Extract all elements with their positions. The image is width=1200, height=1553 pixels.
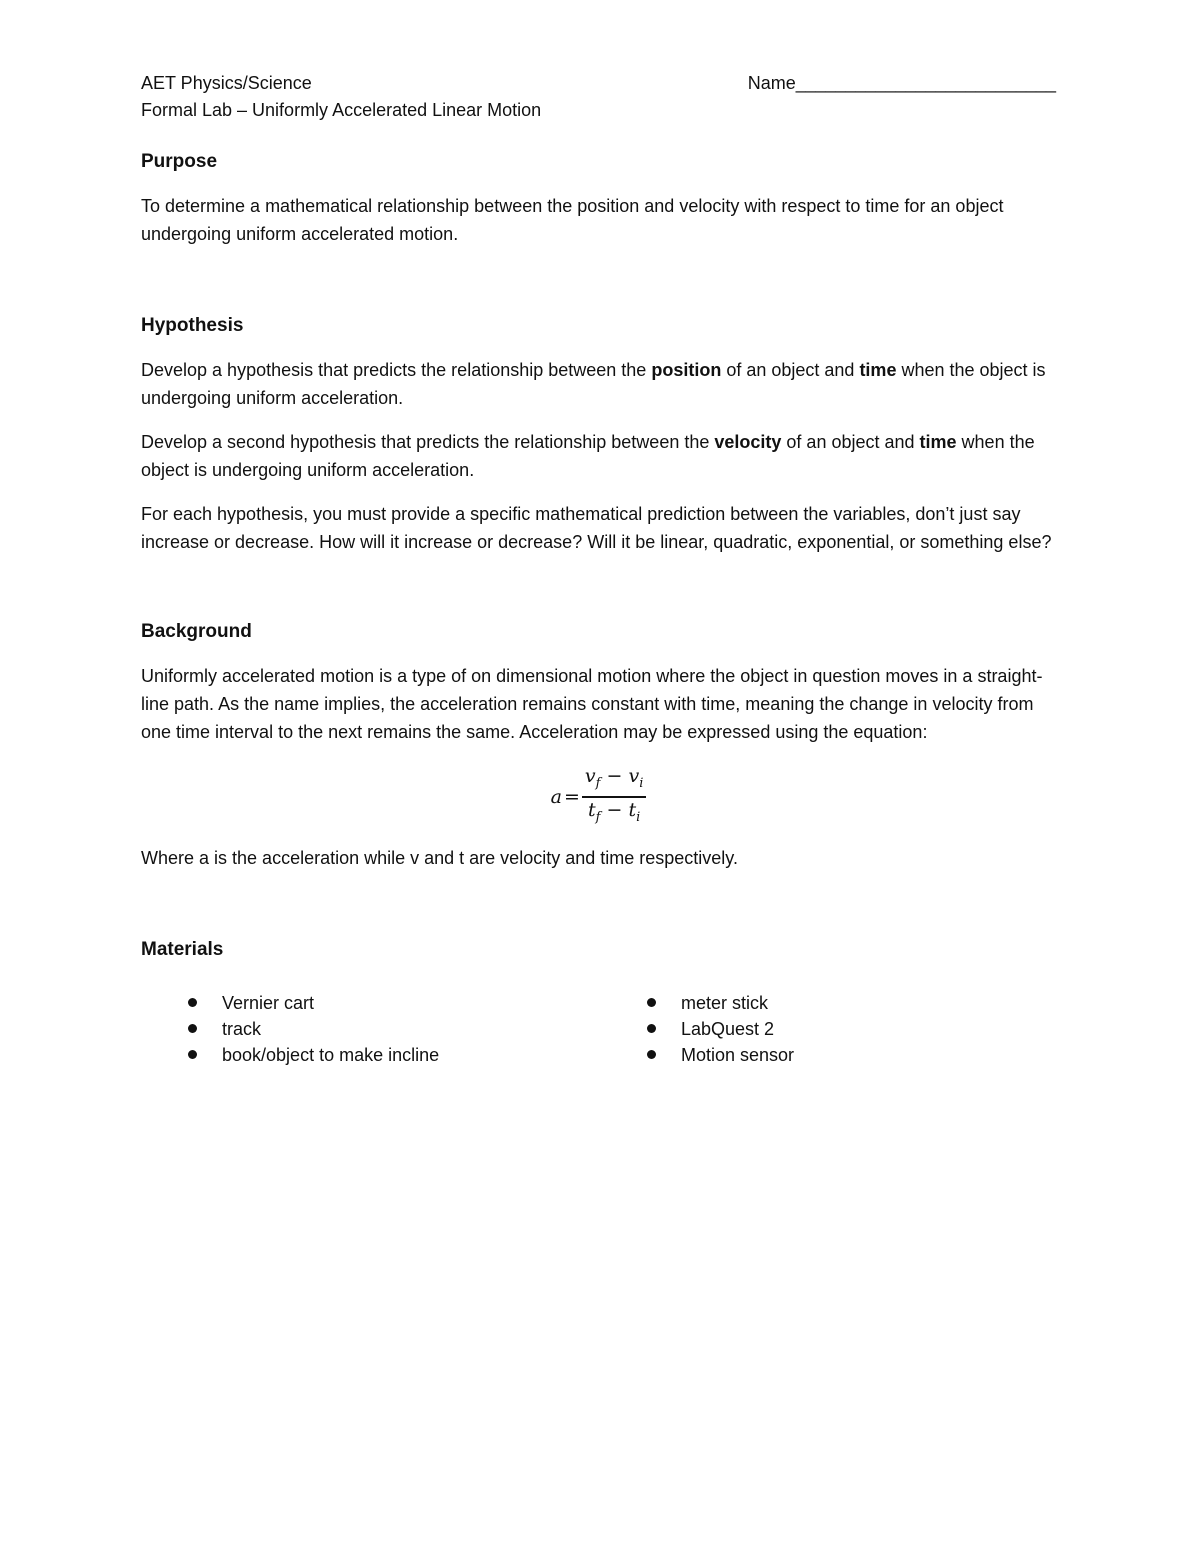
materials-heading: Materials (141, 938, 224, 960)
equation-numerator (582, 764, 646, 796)
hypothesis-paragraph-1 (141, 356, 1056, 412)
background-heading: Background (141, 621, 252, 642)
material-label: Vernier cart (222, 992, 315, 1013)
list-item (141, 1016, 600, 1042)
hypothesis-paragraph-3: For each hypothesis, you must provide a specific mathematical prediction between the variables, don’t just say increase or decrease. How will it increase or decrease? Will it be linear, quadratic, exponential, or something else? (141, 504, 1052, 552)
list-item (141, 990, 600, 1016)
subscript-i: i (639, 776, 644, 791)
hypothesis-paragraph-2 (141, 428, 1056, 484)
hypothesis-p2-text: Develop a second hypothesis that predicts the relationship between the (141, 432, 715, 452)
purpose-text: To determine a mathematical relationship between the position and velocity with respect to time for an object undergoing uniform accelerated motion. (141, 196, 1004, 244)
material-label: Motion sensor (681, 1044, 795, 1065)
material-label: track (222, 1018, 262, 1039)
material-label: book/object to make incline (222, 1044, 440, 1065)
document-page (141, 70, 1056, 1068)
materials-column-left (141, 990, 600, 1068)
bullet-icon (647, 1024, 656, 1033)
equation-lhs: a (550, 785, 562, 808)
list-item (600, 1042, 794, 1068)
minus-sign: − (606, 798, 623, 821)
symbol-t: t (587, 798, 596, 821)
bullet-icon (188, 998, 197, 1007)
hypothesis-heading: Hypothesis (141, 315, 244, 336)
list-item (600, 1016, 794, 1042)
hypothesis-p1-text: when the object is undergoing uniform acceleration. (141, 360, 1046, 408)
hypothesis-p2-text: of an object and (781, 432, 920, 452)
acceleration-equation (141, 764, 1056, 830)
material-label: LabQuest 2 (681, 1018, 775, 1039)
hypothesis-p1-text: Develop a hypothesis that predicts the relationship between the (141, 360, 652, 380)
equation-equals: = (563, 785, 580, 808)
background-text: Uniformly accelerated motion is a type of on dimensional motion where the object in question moves in a straight-line path. As the name implies, the acceleration remains constant with time, meaning the change in velocity from one time interval to the next remains the same. Acceleration may be expressed using the equation: (141, 666, 1043, 742)
purpose-heading: Purpose (141, 151, 218, 172)
minus-sign: − (606, 765, 623, 787)
name-field: Name__________________________ (747, 73, 1056, 93)
symbol-t: t (628, 798, 637, 821)
bullet-icon (188, 1050, 197, 1059)
keyword-velocity: velocity (714, 432, 782, 452)
symbol-v: v (628, 765, 640, 787)
course-title: AET Physics/Science (141, 73, 312, 93)
material-label: meter stick (681, 992, 769, 1013)
document-header (141, 70, 1056, 97)
list-item (141, 1042, 600, 1068)
bullet-icon (188, 1024, 197, 1033)
subscript-f: f (595, 809, 601, 825)
subscript-f: f (595, 776, 601, 791)
keyword-position: position (651, 360, 722, 380)
materials-column-right (600, 990, 794, 1068)
materials-list (141, 990, 1056, 1068)
equation-fraction (582, 764, 646, 830)
hypothesis-p1-text: of an object and (721, 360, 860, 380)
bullet-icon (647, 998, 656, 1007)
keyword-time: time (859, 360, 897, 380)
keyword-time: time (919, 432, 957, 452)
lab-title: Formal Lab – Uniformly Accelerated Linear Motion (141, 100, 542, 120)
equation-explanation: Where a is the acceleration while v and t are velocity and time respectively. (141, 847, 738, 868)
equation-denominator (585, 798, 643, 830)
symbol-v: v (584, 765, 596, 787)
list-item (600, 990, 794, 1016)
bullet-icon (647, 1050, 656, 1059)
subscript-i: i (636, 809, 641, 825)
hypothesis-p2-text: when the object is undergoing uniform acceleration. (141, 432, 1035, 480)
